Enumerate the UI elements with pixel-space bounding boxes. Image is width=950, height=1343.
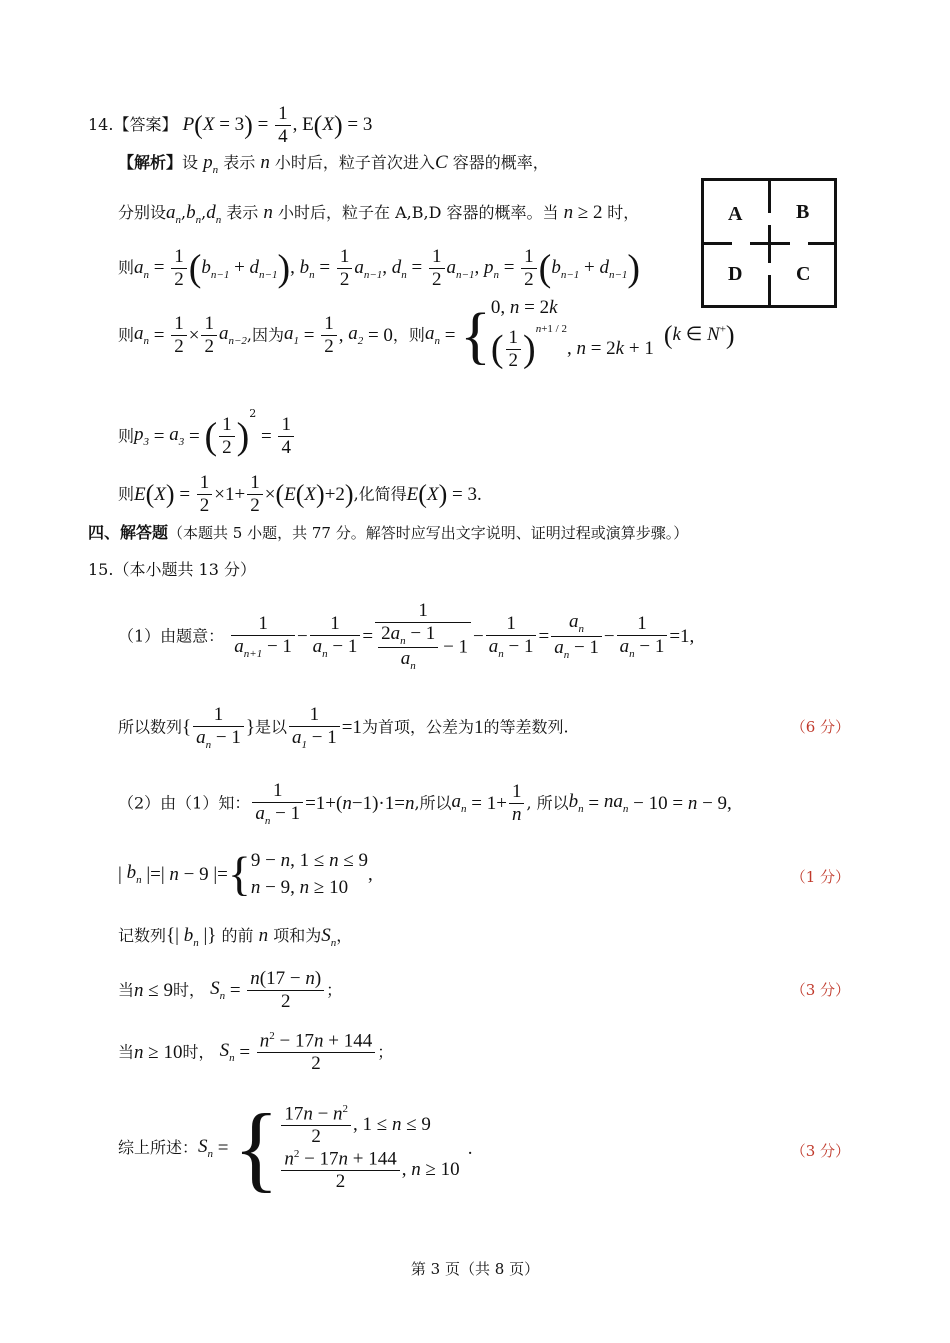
score-6: （6 分） (790, 718, 850, 736)
q15-part2-derivation: （2）由（1）知： $\frac{1}{a_n - 1}$ =1+(n−1)·1=n,所以$a_n = 1+$ $\frac{1}{n}$ , 所以$b_n = na_n - 10 = n - 9$, (118, 780, 732, 827)
section4-heading: 四、解答题（本题共 5 小题，共 77 分。解答时应写出文字说明、证明过程或演算步骤。） (88, 523, 689, 542)
q15-case-le9: 当n ≤ 9时， $S_n$ = $\frac{n(17 - n)}{2}$ ； (118, 968, 343, 1012)
container-d-label: D (728, 263, 743, 285)
score-3a: （3 分） (790, 981, 850, 999)
q15-record-sn: 记数列{| $b_n$ |} 的前 n 项和为$S_n$， (118, 925, 353, 949)
page-footer: 第 3 页（共 8 页） (410, 1260, 540, 1278)
q14-answer-line: 14.【答案】 P(X = 3) = $\frac{1}{4}$ , E(X) = 3 (88, 103, 373, 147)
q15-part1-derivation: （1）由题意： $\frac{1}{a_{n+1} - 1}$ − $\frac{1}{a_n - 1}$ = 1 $\frac{2a_n - 1}{a_n}$ − 1 − $\frac{1}{a_n - 1}$ = $\frac{a_n}{a_n - 1}$ − $\frac{1}{a_n - 1}$ =1, (118, 600, 695, 673)
q15-summary: 综上所述：$S_n$ = { $\frac{17n - n^2}{2}$ , 1 ≤ n ≤ 9 $\frac{n^2 - 17n + 144}{2}$ , n ≥ 10 . (118, 1094, 473, 1201)
q14-an-cases: 则$a_n$ = $\frac{1}{2}$ × $\frac{1}{2}$ $a_{n-2}$,因为$a_1$ = $\frac{1}{2}$ , $a_2 = 0$，则$a_n$ = { 0, n = 2k ( $\frac{1}{2}$ )$^{n+1 / 2}$, n = 2k + 1 (k ∈ N+) (118, 297, 735, 371)
score-1: （1 分） (790, 868, 850, 886)
q14-p3: 则$p_3 = a_3$ = ( $\frac{1}{2}$ )$^2$ = $\frac{1}{4}$ (118, 408, 296, 459)
q15-case-ge10: 当n ≥ 10时， $S_n$ = $\frac{n^2 - 17n + 144}{2}$ ； (118, 1030, 394, 1075)
score-3b: （3 分） (790, 1142, 850, 1160)
q15-part1-conclusion: 所以数列{ $\frac{1}{a_n - 1}$ }是以 $\frac{1}{a_1 - 1}$ =1为首项，公差为1的等差数列. (118, 704, 569, 751)
q14-recurrence: 则$a_n$ = $\frac{1}{2}$ $(b_{n-1} + d_{n-1})$, $b_n$ = $\frac{1}{2}$ $a_{n-1}$, $d_n$ = $\frac{1}{2}$ $a_{n-1}$, $p_n$ = $\frac{1}{2}$ $(b_{n-1} + d_{n-1})$ (118, 246, 641, 290)
container-a-label: A (728, 203, 743, 225)
container-c-label: C (796, 263, 811, 285)
q14-expectation: 则E(X) = $\frac{1}{2}$ ×1+ $\frac{1}{2}$ ×(E(X)+2),化简得E(X) = 3. (118, 472, 482, 516)
container-b-label: B (796, 201, 810, 223)
q15-header: 15.（本小题共 13 分） (88, 560, 256, 579)
q15-abs-bn: | $b_n$ |=| n − 9 |={ 9 − n, 1 ≤ n ≤ 9 n − 9, n ≥ 10 , (118, 847, 373, 901)
container-diagram (701, 178, 837, 308)
q14-analysis-intro: 【解析】设 $p_n$ 表示 n 小时后，粒子首次进入C 容器的概率， (118, 152, 549, 176)
q14-line2: 分别设$a_n,b_n,d_n$ 表示 n 小时后，粒子在 A,B,D 容器的概率。当 n ≥ 2 时， (118, 202, 640, 226)
